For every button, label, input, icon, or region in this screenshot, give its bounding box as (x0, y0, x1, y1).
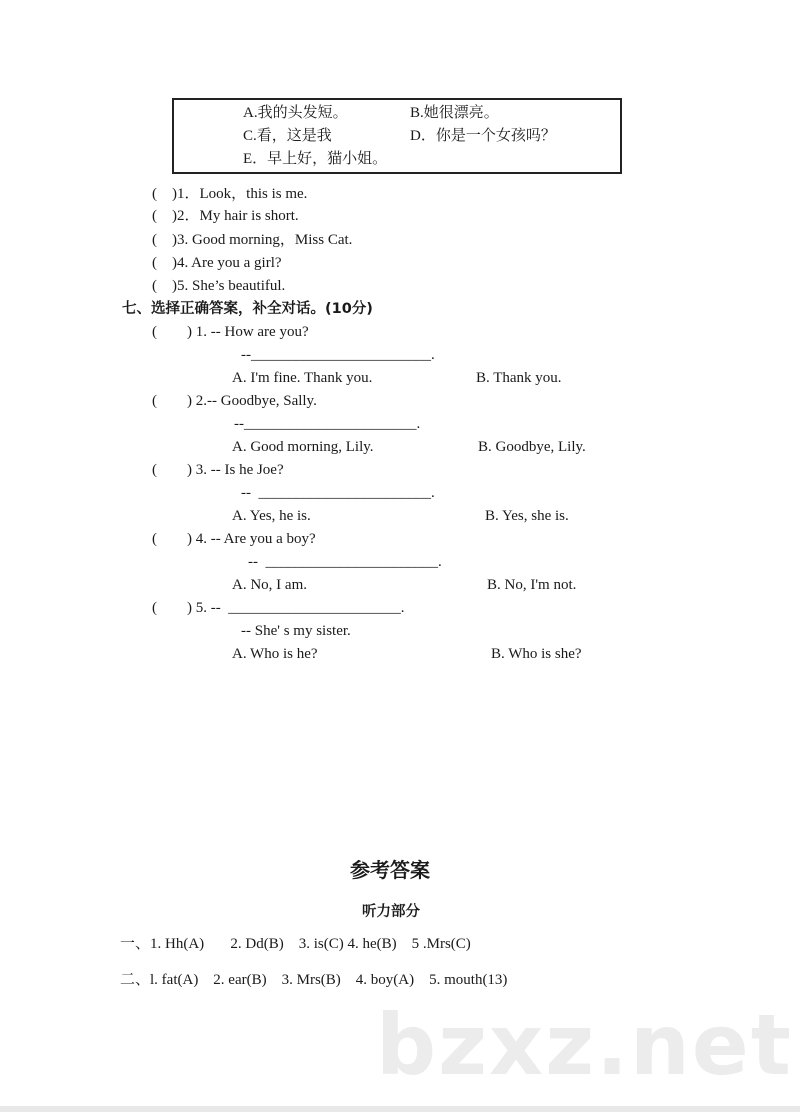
match-item: ( )2．My hair is short. (152, 208, 299, 224)
match-item: ( )1．Look，this is me. (152, 186, 308, 202)
question: ( ) 4. -- Are you a boy? (152, 531, 316, 547)
match-item: ( )3. Good morning，Miss Cat. (152, 232, 353, 248)
question: ( ) 1. -- How are you? (152, 324, 309, 340)
match-item: ( )4. Are you a girl? (152, 255, 282, 271)
answer-blank: -- She' s my sister. (241, 623, 351, 639)
choice-a: A. Yes, he is. (232, 508, 311, 524)
answers-subtitle: 听力部分 (362, 904, 420, 920)
question: ( ) 3. -- Is he Joe? (152, 462, 284, 478)
answer-blank: --_______________________. (234, 416, 421, 432)
choice-a: A. I'm fine. Thank you. (232, 370, 373, 386)
choice-a: A. Good morning, Lily. (232, 439, 374, 455)
choice-b: B. Thank you. (476, 370, 562, 386)
answers-line: 二、l. fat(A) 2. ear(B) 3. Mrs(B) 4. boy(A) 5. mouth(13) (120, 972, 508, 988)
section-heading: 七、选择正确答案，补全对话。(10分) (122, 301, 373, 317)
page-edge (0, 1106, 800, 1112)
answer-blank: --________________________. (241, 347, 435, 363)
choice-b: B. Goodbye, Lily. (478, 439, 586, 455)
answer-blank: -- _______________________. (241, 485, 435, 501)
answers-line: 一、1. Hh(A) 2. Dd(B) 3. is(C) 4. he(B) 5 .Mrs(C) (120, 936, 471, 952)
answer-blank: -- _______________________. (248, 554, 442, 570)
choice-b: B. No, I'm not. (487, 577, 577, 593)
question: ( ) 5. -- _______________________. (152, 600, 405, 616)
option-c: C.看，这是我 (243, 128, 332, 144)
option-b: B.她很漂亮。 (410, 105, 499, 121)
option-d: D．你是一个女孩吗？ (410, 128, 556, 144)
choice-a: A. No, I am. (232, 577, 307, 593)
watermark: bzxz.net (376, 996, 793, 1094)
choice-b: B. Yes, she is. (485, 508, 569, 524)
option-e: E．早上好，猫小姐。 (243, 151, 388, 167)
answers-title: 参考答案 (350, 858, 430, 882)
option-a: A.我的头发短。 (243, 105, 348, 121)
match-item: ( )5. She’s beautiful. (152, 278, 286, 294)
choice-b: B. Who is she? (491, 646, 582, 662)
question: ( ) 2.-- Goodbye, Sally. (152, 393, 317, 409)
choice-a: A. Who is he? (232, 646, 318, 662)
